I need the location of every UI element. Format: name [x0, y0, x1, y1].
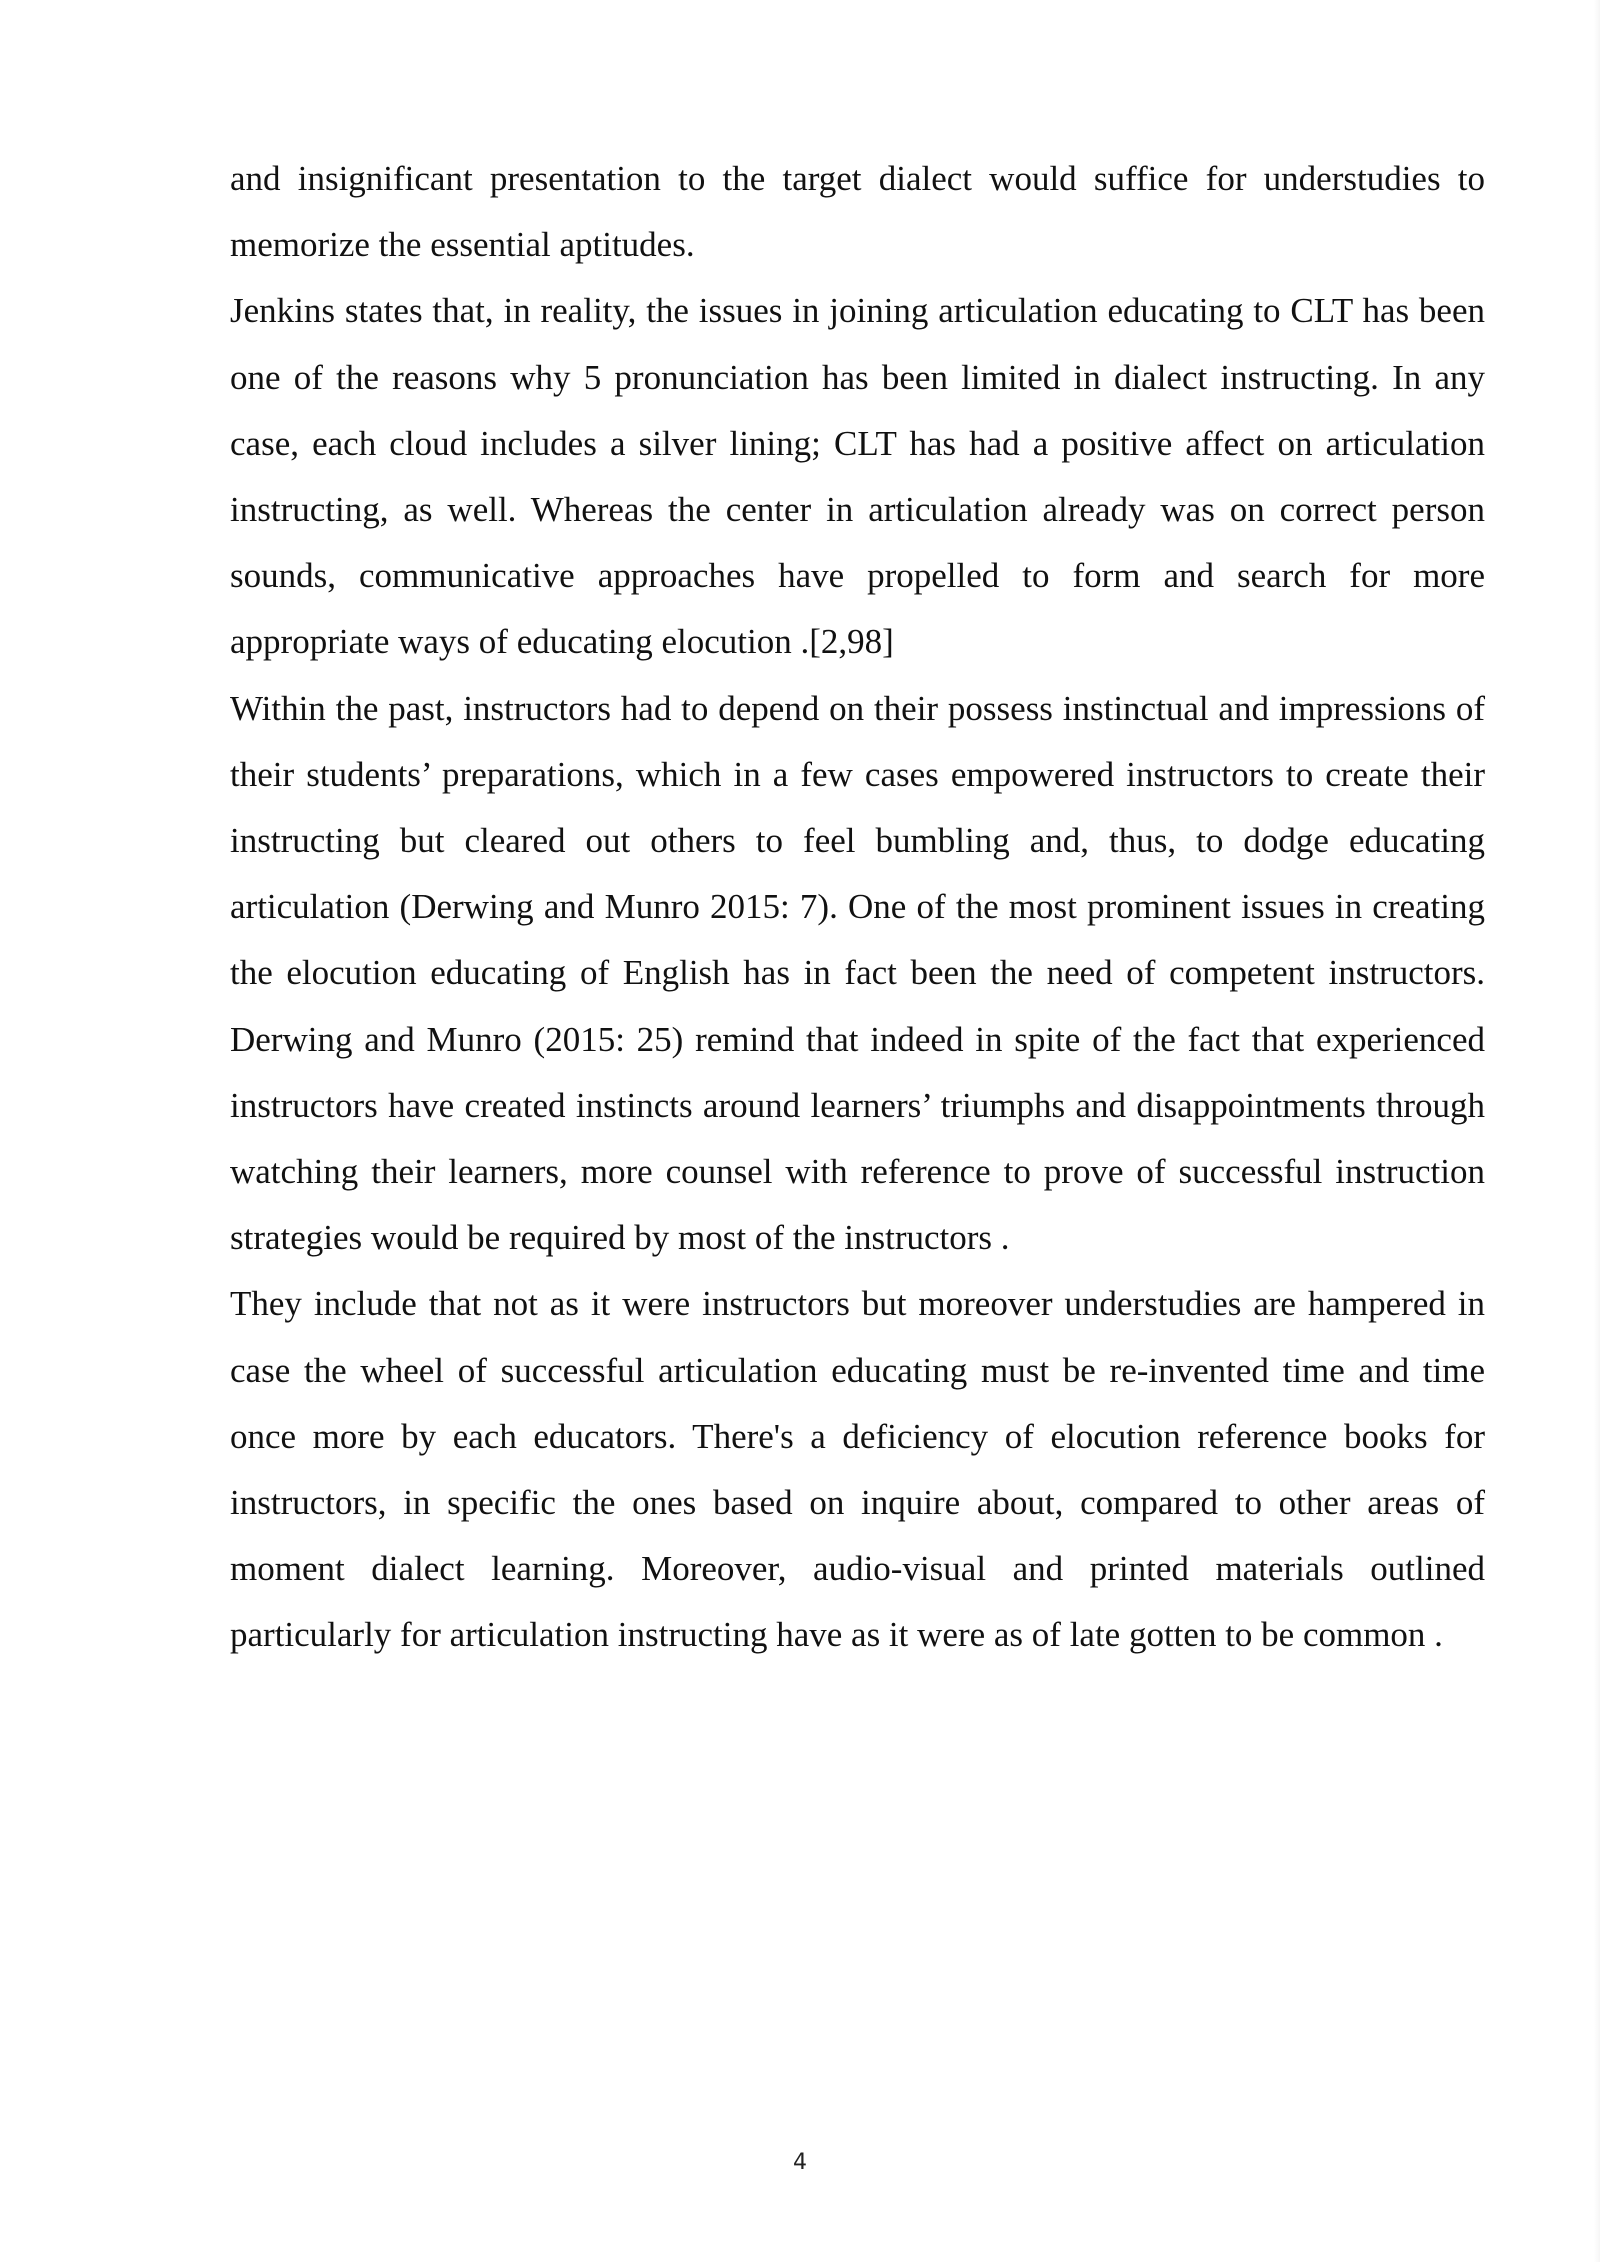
- paragraph-continuation: and insignificant presentation to the target dialect would suffice for understudies to memorize the essential aptitudes.: [230, 159, 1485, 265]
- paragraph-jenkins: Jenkins states that, in reality, the issues in joining articulation educating to CLT has been one of the reasons why 5 pronunciation has been limited in dialect instructing. In any case, each cloud includes a silver lining; CLT has had a positive affect on articulation instructing, as well. Whereas the center in articulation already was on correct person sounds, communicative approaches have propelled to form and search for more appropriate ways of educating elocution .[2,98]: [230, 291, 1485, 662]
- page-number: 4: [793, 2150, 807, 2175]
- body-text: [230, 146, 1485, 1669]
- page-edge-shadow: [1594, 0, 1600, 2262]
- paragraph-within-the-past: Within the past, instructors had to depend on their possess instinctual and impressions of their students’ preparations, which in a few cases empowered instructors to create their instructing but cleared out others to feel bumbling and, thus, to dodge educating articulation (Derwing and Munro 2015: 7). One of the most prominent issues in creating the elocution educating of English has in fact been the need of competent instructors. Derwing and Munro (2015: 25) remind that indeed in spite of the fact that experienced instructors have created instincts around learners’ triumphs and disappointments through watching their learners, more counsel with reference to prove of successful instruction strategies would be required by most of the instructors .: [230, 688, 1485, 1258]
- paragraph-they-include: They include that not as it were instructors but moreover understudies are hampered in case the wheel of successful articulation educating must be re-invented time and time once more by each educators. There's a deficiency of elocution reference books for instructors, in specific the ones based on inquire about, compared to other areas of moment dialect learning. Moreover, audio-visual and printed materials outlined particularly for articulation instructing have as it were as of late gotten to be common .: [230, 1284, 1485, 1655]
